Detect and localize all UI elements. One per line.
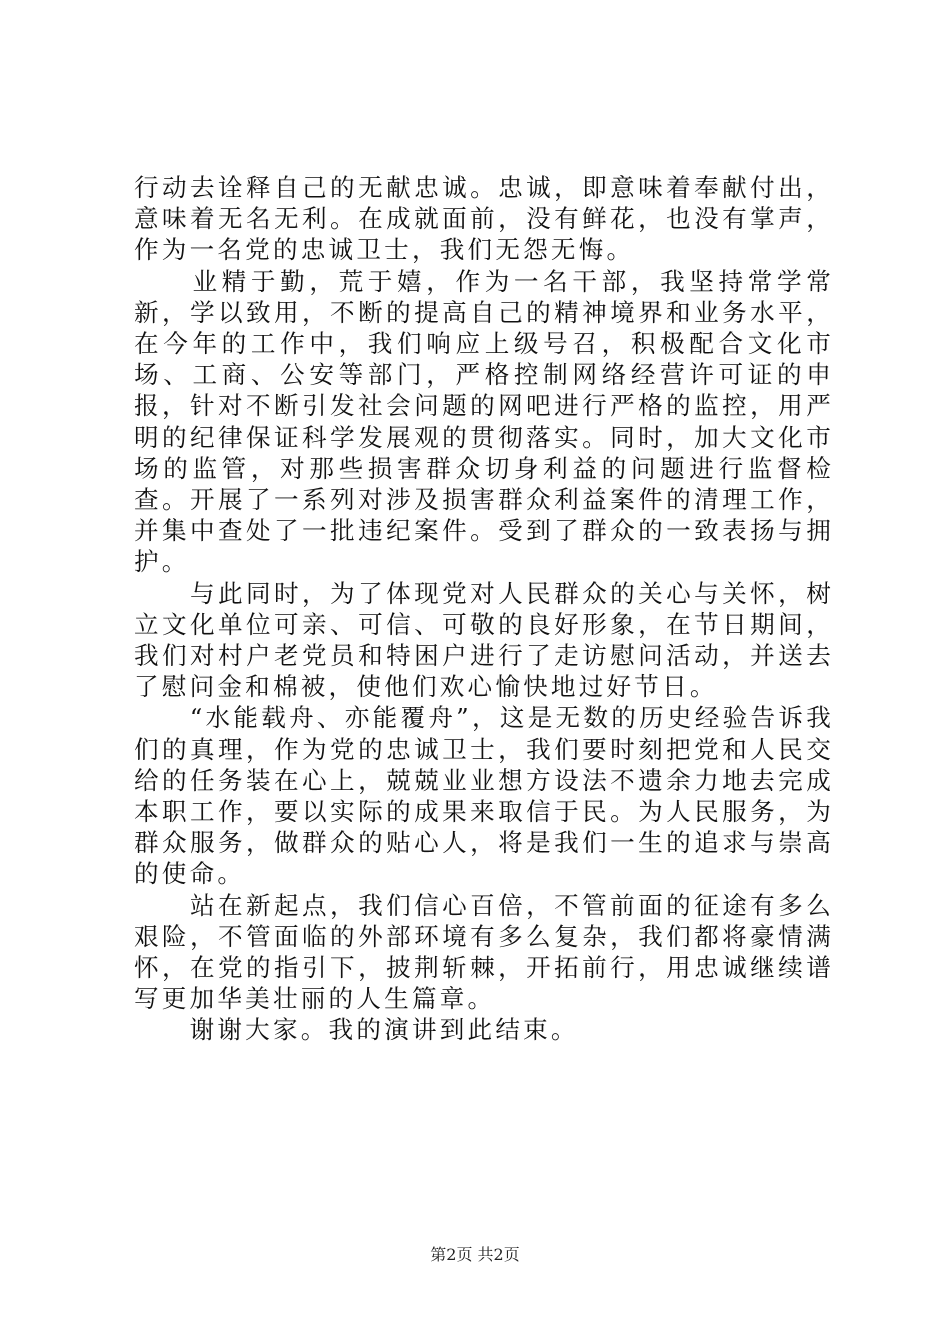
- page-footer: 第2页 共2页: [430, 1245, 520, 1264]
- document-body: [134, 172, 834, 1046]
- paragraph-new-starting-point: 站在新起点，我们信心百倍，不管前面的征途有多么艰险，不管面临的外部环境有多么复杂，我们都将豪情满怀，在党的指引下，披荆斩棘，开拓前行，用忠诚继续谱写更加华美壮丽的人生篇章。: [134, 890, 834, 1014]
- paragraph-continuation: 行动去诠释自己的无献忠诚。忠诚，即意味着奉献付出，意味着无名无利。在成就面前，没有鲜花，也没有掌声，作为一名党的忠诚卫士，我们无怨无悔。: [134, 173, 834, 265]
- paragraph-closing-thanks: 谢谢大家。我的演讲到此结束。: [134, 1015, 579, 1045]
- paragraph-water-boat-quote: “水能载舟、亦能覆舟”，这是无数的历史经验告诉我们的真理，作为党的忠诚卫士，我们要时刻把党和人民交给的任务装在心上，兢兢业业想方设法不遗余力地去完成本职工作，要以实际的成果来取信于民。为人民服务，为群众服务，做群众的贴心人，将是我们一生的追求与崇高的使命。: [134, 703, 834, 889]
- paragraph-care-activities: 与此同时，为了体现党对人民群众的关心与关怀，树立文化单位可亲、可信、可敬的良好形象，在节日期间，我们对村户老党员和特困户进行了走访慰问活动，并送去了慰问金和棉被，使他们欢心愉快地过好节日。: [134, 578, 834, 702]
- paragraph-work-summary: 业精于勤，荒于嬉，作为一名干部，我坚持常学常新，学以致用，不断的提高自己的精神境界和业务水平，在今年的工作中，我们响应上级号召，积极配合文化市场、工商、公安等部门，严格控制网络经营许可证的申报，针对不断引发社会问题的网吧进行严格的监控，用严明的纪律保证科学发展观的贯彻落实。同时，加大文化市场的监管，对那些损害群众切身利益的问题进行监督检查。开展了一系列对涉及损害群众利益案件的清理工作，并集中查处了一批违纪案件。受到了群众的一致表扬与拥护。: [134, 266, 834, 577]
